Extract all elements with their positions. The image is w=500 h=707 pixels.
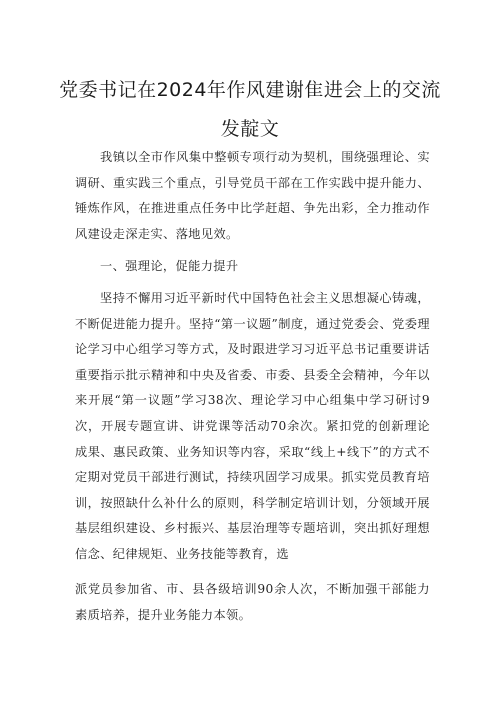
body-paragraph: 坚持不懈用习近平新时代中国特色社会主义思想凝心铸魂，不断促进能力提升。坚持“第一议题”制度，通过党委会、党委理论学习中心组学习等方式，及时跟进学习习近平总书记重要讲话重要指示批示精神和中央及省委、市委、县委全会精神，今年以来开展“第一议题”学习38次、理论学习中心组集中学习研讨9次，开展专题宣讲、讲党课等活动70余次。紧扣党的创新理论成果、惠民政策、业务知识等内容，采取“线上+线下”的方式不定期对党员干部进行测试，持续巩固学习成果。抓实党员教育培训，按照缺什么补什么的原则，科学制定培训计划，分领域开展基层组织建设、乡村振兴、基层治理等专题培训，突出抓好理想信念、纪律规矩、业务技能等教育，选 <box>75 291 430 561</box>
intro-paragraph: 我镇以全市作风集中整顿专项行动为契机，围绕强理论、实调研、重实践三个重点，引导党员干部在工作实践中提升能力、锤炼作风，在推进重点任务中比学赶超、争先出彩，全力推动作风建设走深走实、落地见效。 <box>75 150 430 241</box>
document-title-line-1: 党委书记在2024年作风建谢隹进会上的交流 <box>59 79 441 101</box>
document-title-line-2: 发靛文 <box>220 118 280 140</box>
continued-paragraph: 派党员参加省、市、县各级培训90余人次，不断加强干部能力素质培养，提升业务能力本领。 <box>75 582 430 622</box>
section-heading: 一、强理论，促能力提升 <box>100 259 239 273</box>
